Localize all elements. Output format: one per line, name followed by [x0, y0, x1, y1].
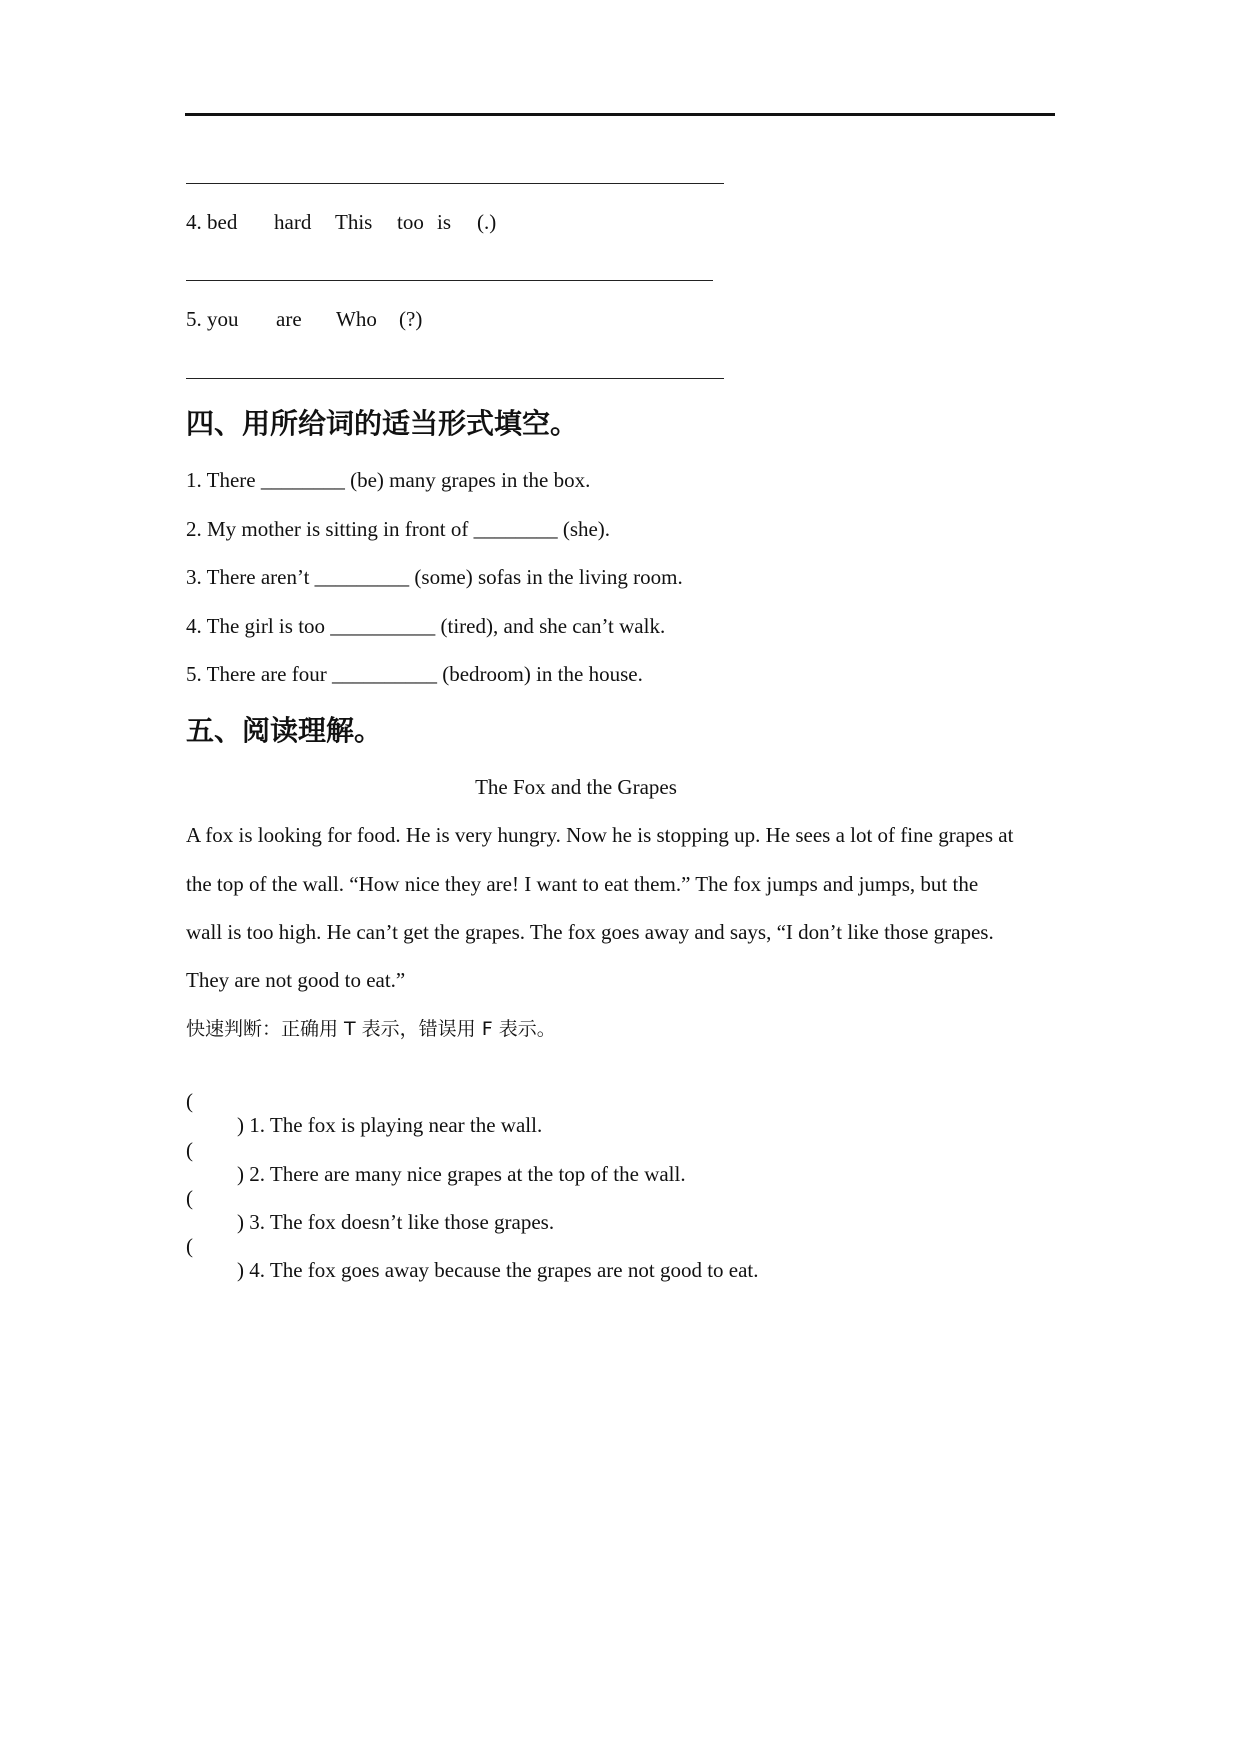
tf-item [186, 1162, 986, 1234]
tf-statement: ) 4. The fox goes away because the grapes are not good to eat. [237, 1258, 759, 1282]
section-4-heading: 四、用所给词的适当形式填空。 [186, 407, 579, 440]
passage-title: The Fox and the Grapes [475, 775, 677, 799]
tf-statement: ) 3. The fox doesn’t like those grapes. [237, 1210, 555, 1234]
answer-bracket[interactable]: ( [186, 1186, 193, 1210]
fill-item: 2. My mother is sitting in front of ________ (she). [186, 517, 611, 541]
scramble-word: (.) [477, 210, 497, 234]
fill-item: 1. There ________ (be) many grapes in the box. [186, 468, 591, 492]
fill-item: 4. The girl is too __________ (tired), and she can’t walk. [186, 614, 666, 638]
scramble-word: too [397, 210, 424, 234]
answer-line-3[interactable] [186, 183, 724, 185]
tf-statement: ) 1. The fox is playing near the wall. [237, 1113, 543, 1137]
fill-item: 3. There aren’t _________ (some) sofas in the living room. [186, 565, 683, 589]
scramble-word: This [335, 210, 373, 234]
scramble-word: Who [336, 307, 377, 331]
section-5-heading: 五、阅读理解。 [186, 714, 383, 747]
tf-item [186, 1065, 986, 1137]
passage-line: They are not good to eat.” [186, 968, 406, 992]
tf-item [186, 1210, 986, 1282]
passage-line: A fox is looking for food. He is very hungry. Now he is stopping up. He sees a lot of fine grapes at [186, 823, 1014, 847]
scramble-item-4 [186, 210, 786, 234]
tf-item [186, 1114, 986, 1186]
answer-bracket[interactable]: ( [186, 1138, 193, 1162]
tf-statement: ) 2. There are many nice grapes at the top of the wall. [237, 1162, 686, 1186]
scramble-word: 4. bed [186, 210, 238, 234]
scramble-word: hard [274, 210, 312, 234]
header-rule [185, 113, 1055, 116]
tf-instruction: 快速判断：正确用 T 表示，错误用 F 表示。 [186, 1018, 556, 1040]
scramble-item-5 [186, 307, 786, 331]
answer-line-5[interactable] [186, 378, 724, 380]
passage-line: the top of the wall. “How nice they are! I want to eat them.” The fox jumps and jumps, but the [186, 872, 979, 896]
answer-line-4[interactable] [186, 280, 713, 282]
passage-line: wall is too high. He can’t get the grapes. The fox goes away and says, “I don’t like those grapes. [186, 920, 994, 944]
scramble-word: is [437, 210, 452, 234]
scramble-word: 5. you [186, 307, 239, 331]
answer-bracket[interactable]: ( [186, 1234, 193, 1258]
fill-item: 5. There are four __________ (bedroom) in the house. [186, 662, 643, 686]
scramble-word: (?) [399, 307, 423, 331]
scramble-word: are [276, 307, 302, 331]
answer-bracket[interactable]: ( [186, 1089, 193, 1113]
